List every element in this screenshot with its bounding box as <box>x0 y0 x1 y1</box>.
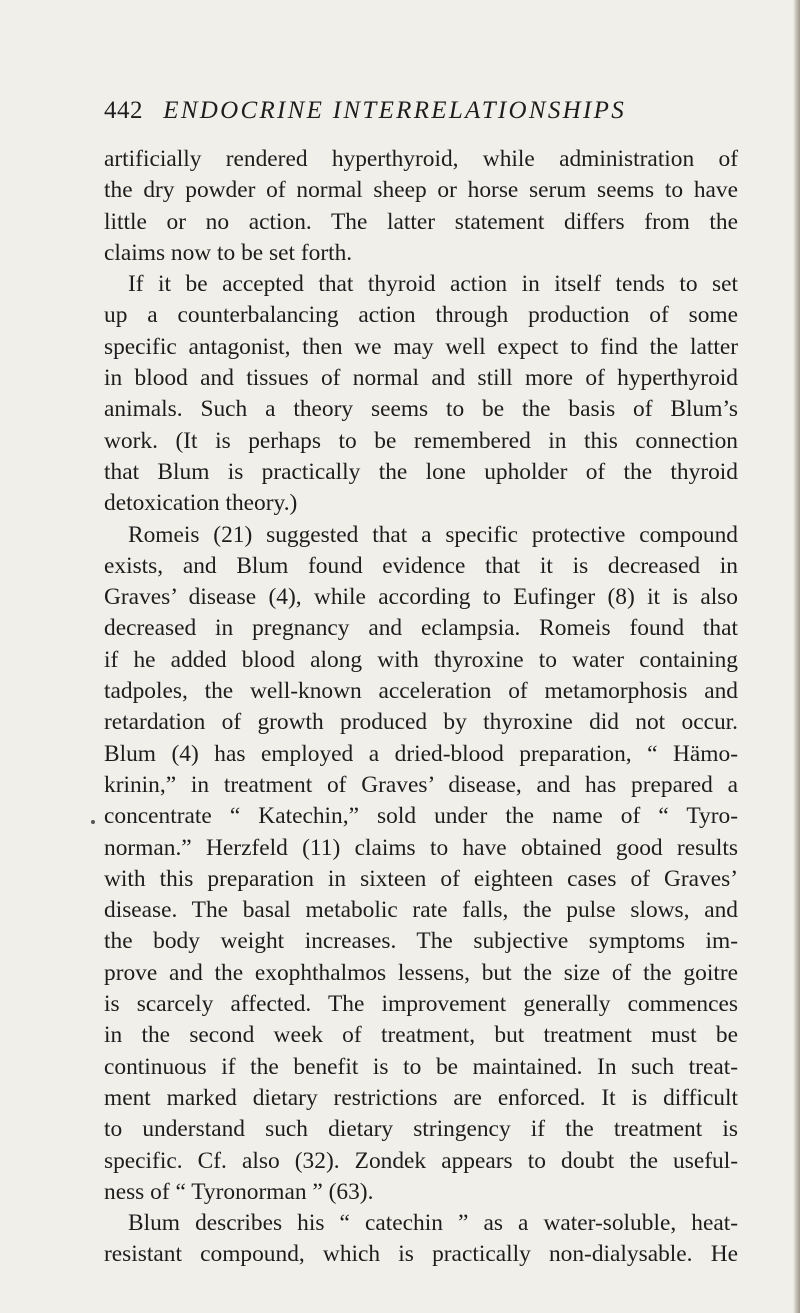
text-line: continuous if the benefit is to be maintained. In such treat- <box>104 1053 738 1080</box>
text-line: ness of “ Tyronorman ” (63). <box>104 1178 374 1205</box>
text-line: little or no action. The latter statement differs from the <box>104 208 738 235</box>
paragraph-first-line: Romeis (21) suggested that a specific protective compound <box>128 521 738 548</box>
text-line: prove and the exophthalmos lessens, but the size of the goitre <box>104 959 738 986</box>
text-line: if he added blood along with thyroxine to water containing <box>104 646 738 673</box>
text-line: claims now to be set forth. <box>104 239 353 266</box>
text-line: that Blum is practically the lone upholder of the thyroid <box>104 458 738 485</box>
text-line: in the second week of treatment, but treatment must be <box>104 1022 738 1049</box>
text-line: exists, and Blum found evidence that it is decreased in <box>104 552 738 579</box>
text-line: up a counterbalancing action through production of some <box>104 302 738 329</box>
paragraph-first-line: Blum describes his “ catechin ” as a water-soluble, heat- <box>128 1210 738 1237</box>
text-line: with this preparation in sixteen of eighteen cases of Graves’ <box>104 865 738 892</box>
text-line: animals. Such a theory seems to be the basis of Blum’s <box>104 396 738 423</box>
text-line: is scarcely affected. The improvement generally commences <box>104 991 738 1018</box>
text-line: to understand such dietary stringency if the treatment is <box>104 1116 738 1143</box>
page-header <box>104 94 744 128</box>
text-line: specific. Cf. also (32). Zondek appears to doubt the useful- <box>104 1147 738 1174</box>
text-line: Graves’ disease (4), while according to Eufinger (8) it is also <box>104 584 738 611</box>
paragraph-first-line: If it be accepted that thyroid action in itself tends to set <box>128 271 738 298</box>
text-line: norman.” Herzfeld (11) claims to have obtained good results <box>104 834 738 861</box>
text-line: Blum (4) has employed a dried-blood preparation, “ Hämo- <box>104 740 738 767</box>
page-number: 442 <box>104 97 143 124</box>
body-text <box>104 144 738 1271</box>
text-line: the dry powder of normal sheep or horse serum seems to have <box>104 177 738 204</box>
text-line: decreased in pregnancy and eclampsia. Romeis found that <box>104 615 738 642</box>
text-line: retardation of growth produced by thyroxine did not occur. <box>104 709 738 736</box>
text-line: ment marked dietary restrictions are enforced. It is difficult <box>104 1084 738 1111</box>
text-line: resistant compound, which is practically non-dialysable. He <box>104 1241 738 1268</box>
text-line: specific antagonist, then we may well expect to find the latter <box>104 333 738 360</box>
text-line: work. (It is perhaps to be remembered in this connection <box>104 427 738 454</box>
text-line: tadpoles, the well-known acceleration of metamorphosis and <box>104 678 738 705</box>
text-line: detoxication theory.) <box>104 490 298 517</box>
text-line: the body weight increases. The subjective symptoms im- <box>104 928 738 955</box>
page-edge-shadow <box>793 0 800 1313</box>
text-line: concentrate “ Katechin,” sold under the name of “ Tyro- <box>104 803 738 830</box>
text-line: artificially rendered hyperthyroid, while administration of <box>104 146 738 172</box>
text-line: disease. The basal metabolic rate falls, the pulse slows, and <box>104 897 738 924</box>
text-line: in blood and tissues of normal and still more of hyperthyroid <box>104 365 738 392</box>
running-title: ENDOCRINE INTERRELATIONSHIPS <box>163 97 627 124</box>
margin-mark <box>91 820 95 824</box>
text-line: krinin,” in treatment of Graves’ disease, and has prepared a <box>104 771 738 798</box>
